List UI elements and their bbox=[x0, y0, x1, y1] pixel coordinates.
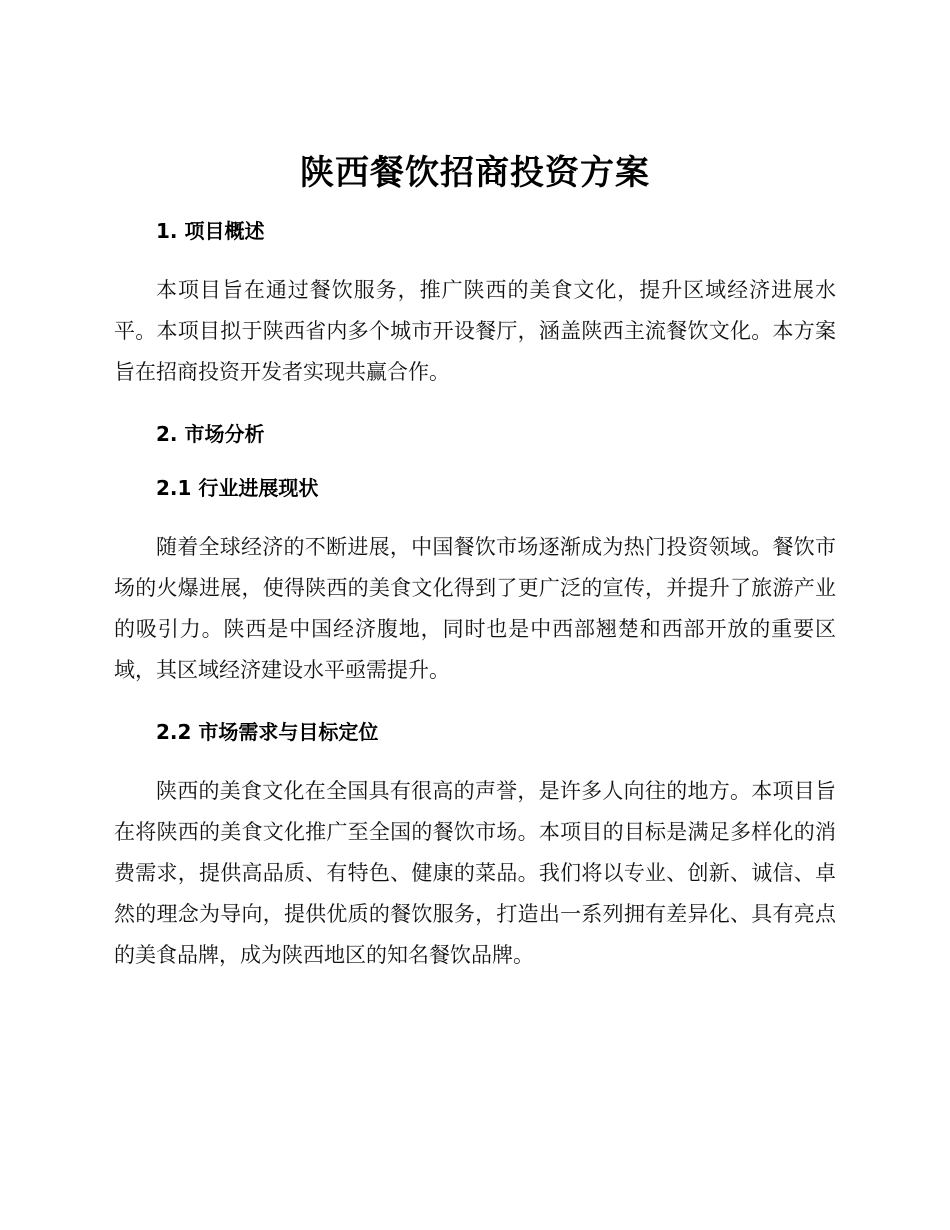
paragraph-overview: 本项目旨在通过餐饮服务，推广陕西的美食文化，提升区域经济进展水平。本项目拟于陕西省内多个城市开设餐厅，涵盖陕西主流餐饮文化。本方案旨在招商投资开发者实现共赢合作。 bbox=[114, 278, 836, 384]
paragraph-industry-status: 随着全球经济的不断进展，中国餐饮市场逐渐成为热门投资领域。餐饮市场的火爆进展，使得陕西的美食文化得到了更广泛的宣传，并提升了旅游产业的吸引力。陕西是中国经济腹地，同时也是中西部翘楚和西部开放的重要区域，其区域经济建设水平亟需提升。 bbox=[114, 535, 836, 682]
section-heading-overview: 1. 项目概述 bbox=[156, 219, 265, 243]
section-heading-market-demand: 2.2 市场需求与目标定位 bbox=[156, 720, 379, 744]
section-heading-industry-status: 2.1 行业进展现状 bbox=[156, 476, 319, 500]
document-title: 陕西餐饮招商投资方案 bbox=[300, 153, 650, 193]
paragraph-market-demand: 陕西的美食文化在全国具有很高的声誉，是许多人向往的地方。本项目旨在将陕西的美食文化推广至全国的餐饮市场。本项目的目标是满足多样化的消费需求，提供高品质、有特色、健康的菜品。我们将以专业、创新、诚信、卓然的理念为导向，提供优质的餐饮服务，打造出一系列拥有差异化、具有亮点的美食品牌，成为陕西地区的知名餐饮品牌。 bbox=[114, 779, 836, 967]
section-heading-market-analysis: 2. 市场分析 bbox=[156, 422, 265, 446]
